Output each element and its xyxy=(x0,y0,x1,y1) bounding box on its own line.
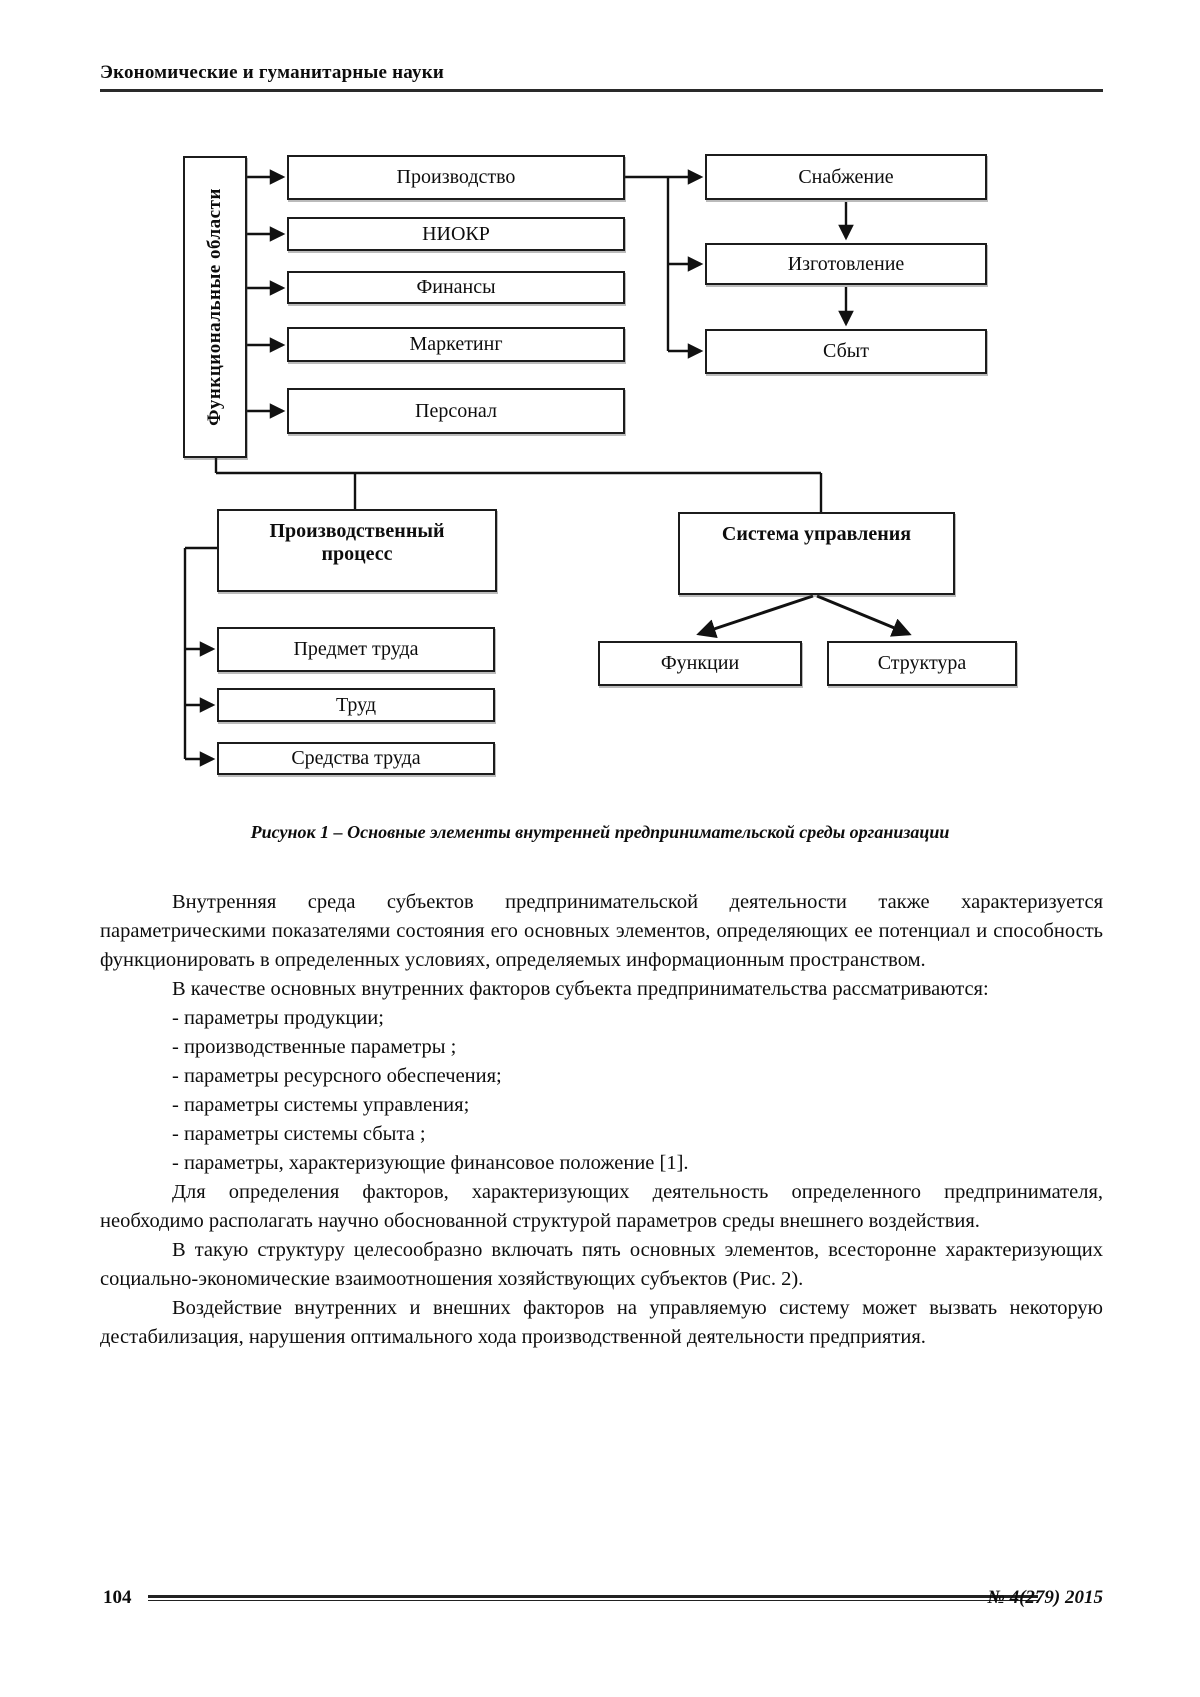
box-labor: Труд xyxy=(217,688,495,722)
list-item: - параметры, характеризующие финансовое положение [1]. xyxy=(172,1152,689,1174)
list-item: - параметры продукции; xyxy=(172,1007,384,1029)
paragraph: Воздействие внутренних и внешних факторов на управляемую систему может вызвать некоторую дестабилизация, нарушения оптимального хода производственной деятельности предприятия. xyxy=(100,1297,1103,1348)
page-footer xyxy=(100,1585,1103,1615)
box-production-process: Производственный процесс xyxy=(217,509,497,592)
box-object-of-labor: Предмет труда xyxy=(217,627,495,672)
box-rnd: НИОКР xyxy=(287,217,625,251)
functional-areas-label: Функциональные области xyxy=(204,188,225,426)
box-marketing: Маркетинг xyxy=(287,327,625,362)
list-item: - параметры ресурсного обеспечения; xyxy=(172,1065,502,1087)
paragraph: В качестве основных внутренних факторов субъекта предпринимательства рассматриваются: xyxy=(172,978,989,1000)
box-structure: Структура xyxy=(827,641,1017,686)
box-means-of-labor: Средства труда xyxy=(217,742,495,775)
footer-rule xyxy=(148,1595,1038,1601)
box-management-system: Система управления xyxy=(678,512,955,595)
box-personnel: Персонал xyxy=(287,388,625,434)
box-finance: Финансы xyxy=(287,271,625,304)
list-item: - параметры системы сбыта ; xyxy=(172,1123,426,1145)
list-item: - параметры системы управления; xyxy=(172,1094,470,1116)
page-number: 104 xyxy=(103,1587,132,1608)
figure-caption: Рисунок 1 – Основные элементы внутренней предпринимательской среды организации xyxy=(250,822,950,842)
box-production: Производство xyxy=(287,155,625,200)
box-manufacturing: Изготовление xyxy=(705,243,987,285)
box-sales: Сбыт xyxy=(705,329,987,374)
issue-label: № 4(279) 2015 xyxy=(987,1587,1103,1608)
running-title: Экономические и гуманитарные науки xyxy=(100,62,445,83)
paragraph: Внутренняя среда субъектов предпринимательской деятельности также характеризуется параметрическими показателями состояния его основных элементов, определяющих ее потенциал и способность функционировать в определенных условиях, определяемых информационным пространством. xyxy=(100,891,1103,971)
paragraph: Для определения факторов, характеризующих деятельность определенного предпринимателя, необходимо располагать научно обоснованной структурой параметров среды внешнего воздействия. xyxy=(100,1181,1103,1232)
box-supply: Снабжение xyxy=(705,154,987,200)
list-item: - производственные параметры ; xyxy=(172,1036,457,1058)
box-functions: Функции xyxy=(598,641,802,686)
article-body xyxy=(100,888,1103,1352)
paragraph: В такую структуру целесообразно включать пять основных элементов, всесторонне характеризующих социально-экономические взаимоотношения хозяйствующих субъектов (Рис. 2). xyxy=(100,1239,1103,1290)
box-functional-areas xyxy=(183,156,247,458)
